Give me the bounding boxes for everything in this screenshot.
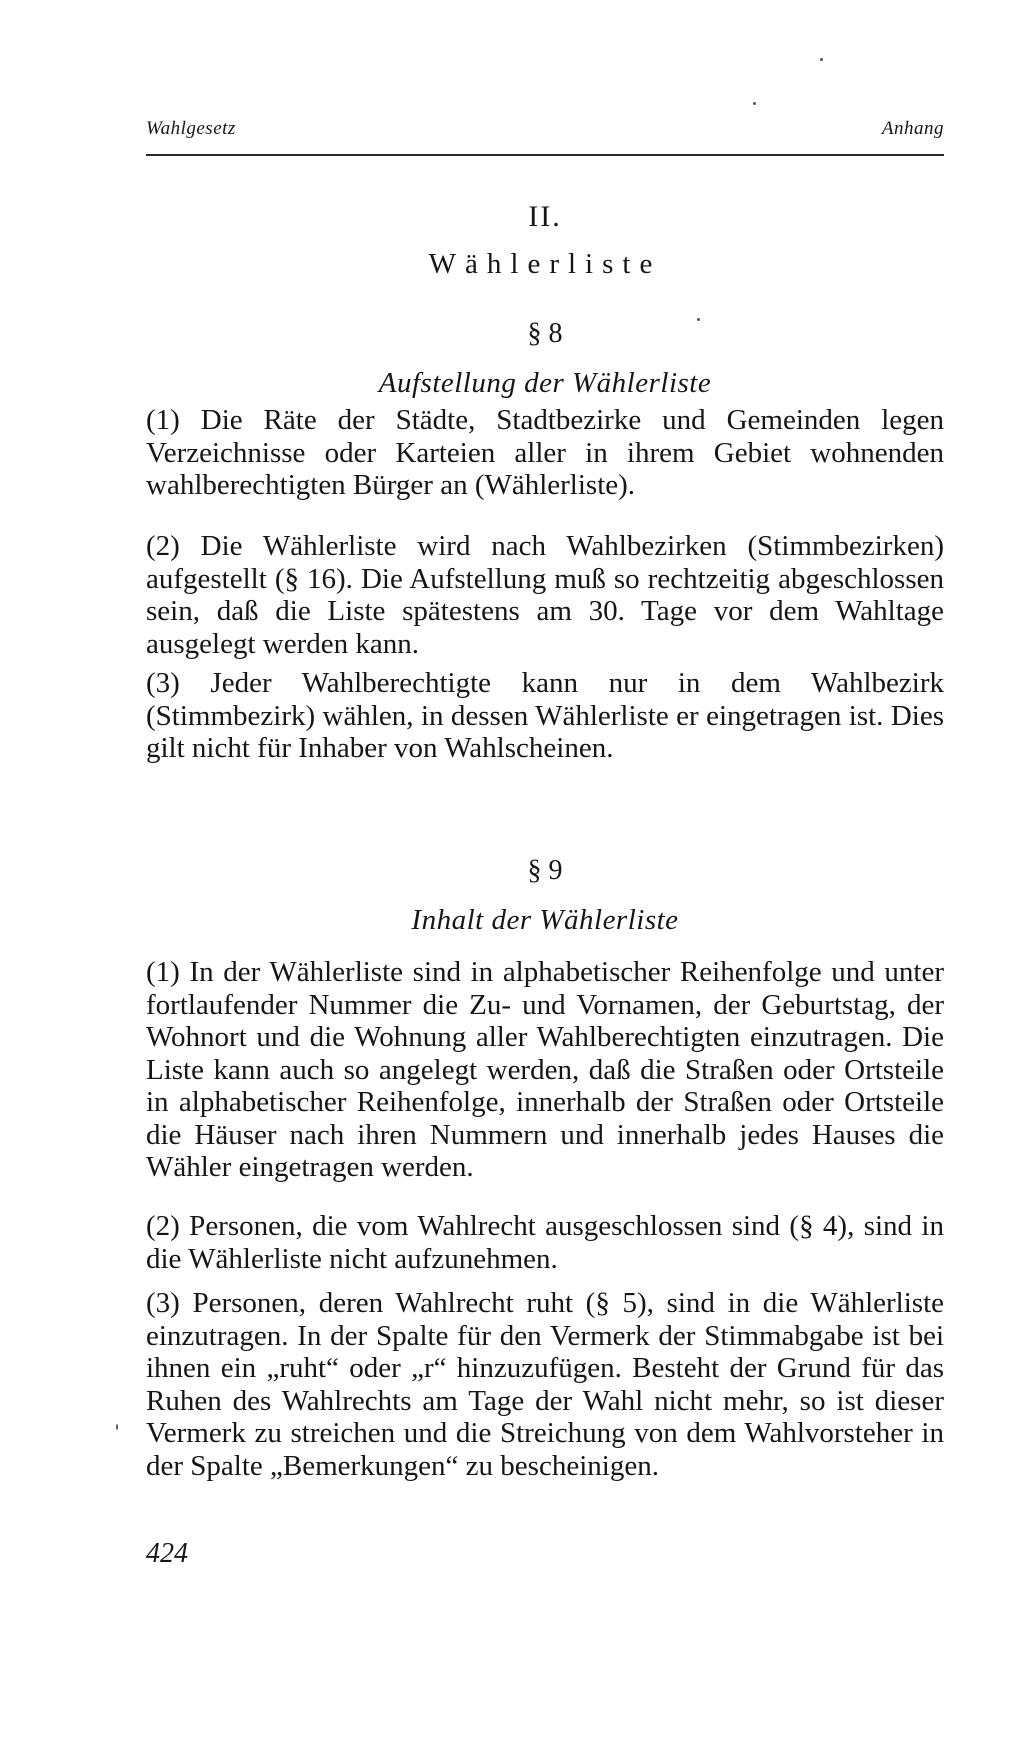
section-number: § 9: [527, 855, 563, 886]
paragraph: (3) Personen, deren Wahlrecht ruht (§ 5), sind in die Wählerliste einzutragen. In der Spalte für den Vermerk der Stimmabgabe ist bei ihnen ein „ruht“ oder „r“ hinzuzufügen. Besteht der Grund für das Ruhen des Wahlrechts am Tage der Wahl nicht mehr, so ist dieser Vermerk zu streichen und die Streichung von dem Wahlvorsteher in der Spalte „Bemerkungen“ zu bescheinigen.: [146, 1287, 944, 1482]
section-title: Aufstellung der Wählerliste: [378, 367, 712, 399]
paragraph: (1) Die Räte der Städte, Stadtbezirke und Gemeinden legen Verzeichnisse oder Karteien aller in ihrem Gebiet wohnenden wahlberechtigten Bürger an (Wählerliste).: [146, 404, 944, 501]
page-number: 424: [146, 1538, 188, 1569]
paragraph: (1) In der Wählerliste sind in alphabetischer Reihenfolge und unter fortlaufender Nummer die Zu- und Vornamen, der Geburtstag, der Wohnort und die Wohnung aller Wahlberechtigten einzutragen. Die Liste kann auch so angelegt werden, daß die Straßen oder Ortsteile in alphabetischer Reihenfolge, innerhalb der Straßen oder Ortsteile die Häuser nach ihren Nummern und innerhalb jedes Hauses die Wähler eingetragen werden.: [146, 956, 944, 1183]
scan-speck: [753, 102, 756, 105]
paragraph: (2) Personen, die vom Wahlrecht ausgeschlossen sind (§ 4), sind in die Wählerliste nicht aufzunehmen.: [146, 1210, 944, 1275]
scan-speck: [697, 318, 700, 321]
section-number: § 8: [527, 318, 563, 349]
header-left-title: Wahlgesetz: [146, 118, 236, 139]
part-title: Wählerliste: [428, 248, 662, 280]
header-rule: [146, 154, 944, 156]
part-number: II.: [528, 200, 562, 233]
scan-speck: [116, 1424, 118, 1430]
paragraph: (3) Jeder Wahlberechtigte kann nur in dem Wahlbezirk (Stimmbezirk) wählen, in dessen Wählerliste er eingetragen ist. Dies gilt nicht für Inhaber von Wahlscheinen.: [146, 667, 944, 764]
paragraph: (2) Die Wählerliste wird nach Wahlbezirken (Stimmbezirken) aufgestellt (§ 16). Die Aufstellung muß so rechtzeitig abgeschlossen sein, daß die Liste spätestens am 30. Tage vor dem Wahltage ausgelegt werden kann.: [146, 530, 944, 660]
header-right-title: Anhang: [881, 118, 944, 139]
section-title: Inhalt der Wählerliste: [411, 904, 679, 936]
scan-speck: [820, 58, 823, 61]
